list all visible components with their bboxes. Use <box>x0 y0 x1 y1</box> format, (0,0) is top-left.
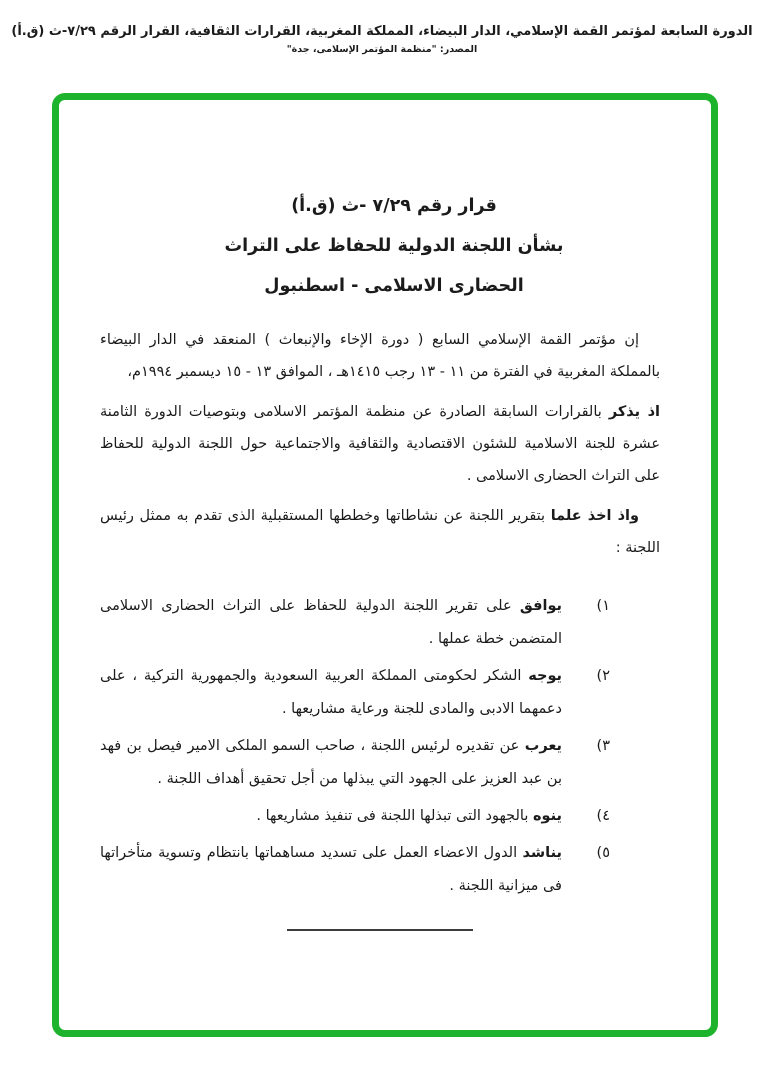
title-line-1: قرار رقم ٧/٢٩ -ث (ق.أ) <box>291 196 497 216</box>
paragraph-lead: واذ اخذ علما <box>550 508 639 524</box>
item-body: على تقرير اللجنة الدولية للحفاظ على التراث الحضارى الاسلامى المتضمن خطة عملها . <box>100 598 562 647</box>
list-item <box>100 800 660 833</box>
item-text <box>100 730 562 796</box>
title-line-3: الحضارى الاسلامى - اسطنبول <box>264 276 524 296</box>
list-item <box>100 730 660 796</box>
item-body: بالجهود التى تبذلها اللجنة فى تنفيذ مشاريعها . <box>256 808 533 824</box>
paragraph-text: إن مؤتمر القمة الإسلامي السابع ( دورة الإخاء والإنبعاث ) المنعقد في الدار البيضاء بالمملكة المغربية في الفترة من ١١ - ١٣ رجب ١٤١٥هـ ، الموافق ١٣ - ١٥ ديسمبر ١٩٩٤م، <box>100 332 660 380</box>
green-highlight-frame <box>52 93 718 1037</box>
item-number: ٥) <box>596 845 610 861</box>
item-number: ٣) <box>596 738 610 754</box>
resolutions-list <box>100 590 660 903</box>
paragraph-text: بالقرارات السابقة الصادرة عن منظمة المؤتمر الاسلامى وبتوصيات الدورة الثامنة عشرة للجنة الاسلامية للشئون الاقتصادية والثقافية والاجتماعية حول اللجنة الدولية للحفاظ على التراث الحضارى الاسلامى . <box>100 404 660 484</box>
item-body: الدول الاعضاء العمل على تسديد مساهماتها بانتظام وتسوية متأخراتها فى ميزانية اللجنة . <box>100 845 562 894</box>
item-number: ٢) <box>596 668 610 684</box>
item-lead: يوافق <box>519 598 562 614</box>
item-text <box>100 800 562 833</box>
document-scan <box>59 100 711 1030</box>
title-line-2: بشأن اللجنة الدولية للحفاظ على التراث <box>224 236 564 256</box>
item-text <box>100 660 562 726</box>
source-line: المصدر: "منظمة المؤتمر الإسلامى، جدة" <box>286 44 478 55</box>
paragraph-lead: اذ يذكر <box>608 404 661 420</box>
resolution-title <box>114 186 674 306</box>
preamble-paragraph <box>100 324 660 388</box>
item-text <box>100 837 562 903</box>
paragraph-text: بتقرير اللجنة عن نشاطاتها وخططها المستقبلية الذى تقدم به ممثل رئيس اللجنة : <box>100 508 660 556</box>
item-lead: ينوه <box>532 808 562 824</box>
item-body: عن تقديره لرئيس اللجنة ، صاحب السمو الملكى الامير فيصل بن فهد بن عبد العزيز على الجهود التي يبذلها من أجل تحقيق أهداف اللجنة . <box>100 738 562 787</box>
preamble-paragraph <box>100 396 660 492</box>
preamble-paragraph <box>100 500 660 564</box>
item-lead: يناشد <box>522 845 562 861</box>
item-text <box>100 590 562 656</box>
list-item <box>100 837 660 903</box>
list-item <box>100 660 660 726</box>
item-number: ١) <box>596 598 610 614</box>
closing-rule <box>287 929 473 931</box>
item-lead: يوجه <box>528 668 562 684</box>
list-item <box>100 590 660 656</box>
citation-header <box>0 24 764 55</box>
item-lead: يعرب <box>524 738 562 754</box>
item-body: الشكر لحكومتى المملكة العربية السعودية والجمهورية التركية ، على دعمهما الادبى والمادى للجنة ورعاية مشاريعها . <box>100 668 562 717</box>
preamble-section <box>100 324 660 564</box>
citation-line: الدورة السابعة لمؤتمر القمة الإسلامي، الدار البيضاء، المملكة المغربية، القرارات الثقافية، القرار الرقم ٧/٢٩-ث (ق.أ) <box>11 24 753 39</box>
item-number: ٤) <box>596 808 610 824</box>
